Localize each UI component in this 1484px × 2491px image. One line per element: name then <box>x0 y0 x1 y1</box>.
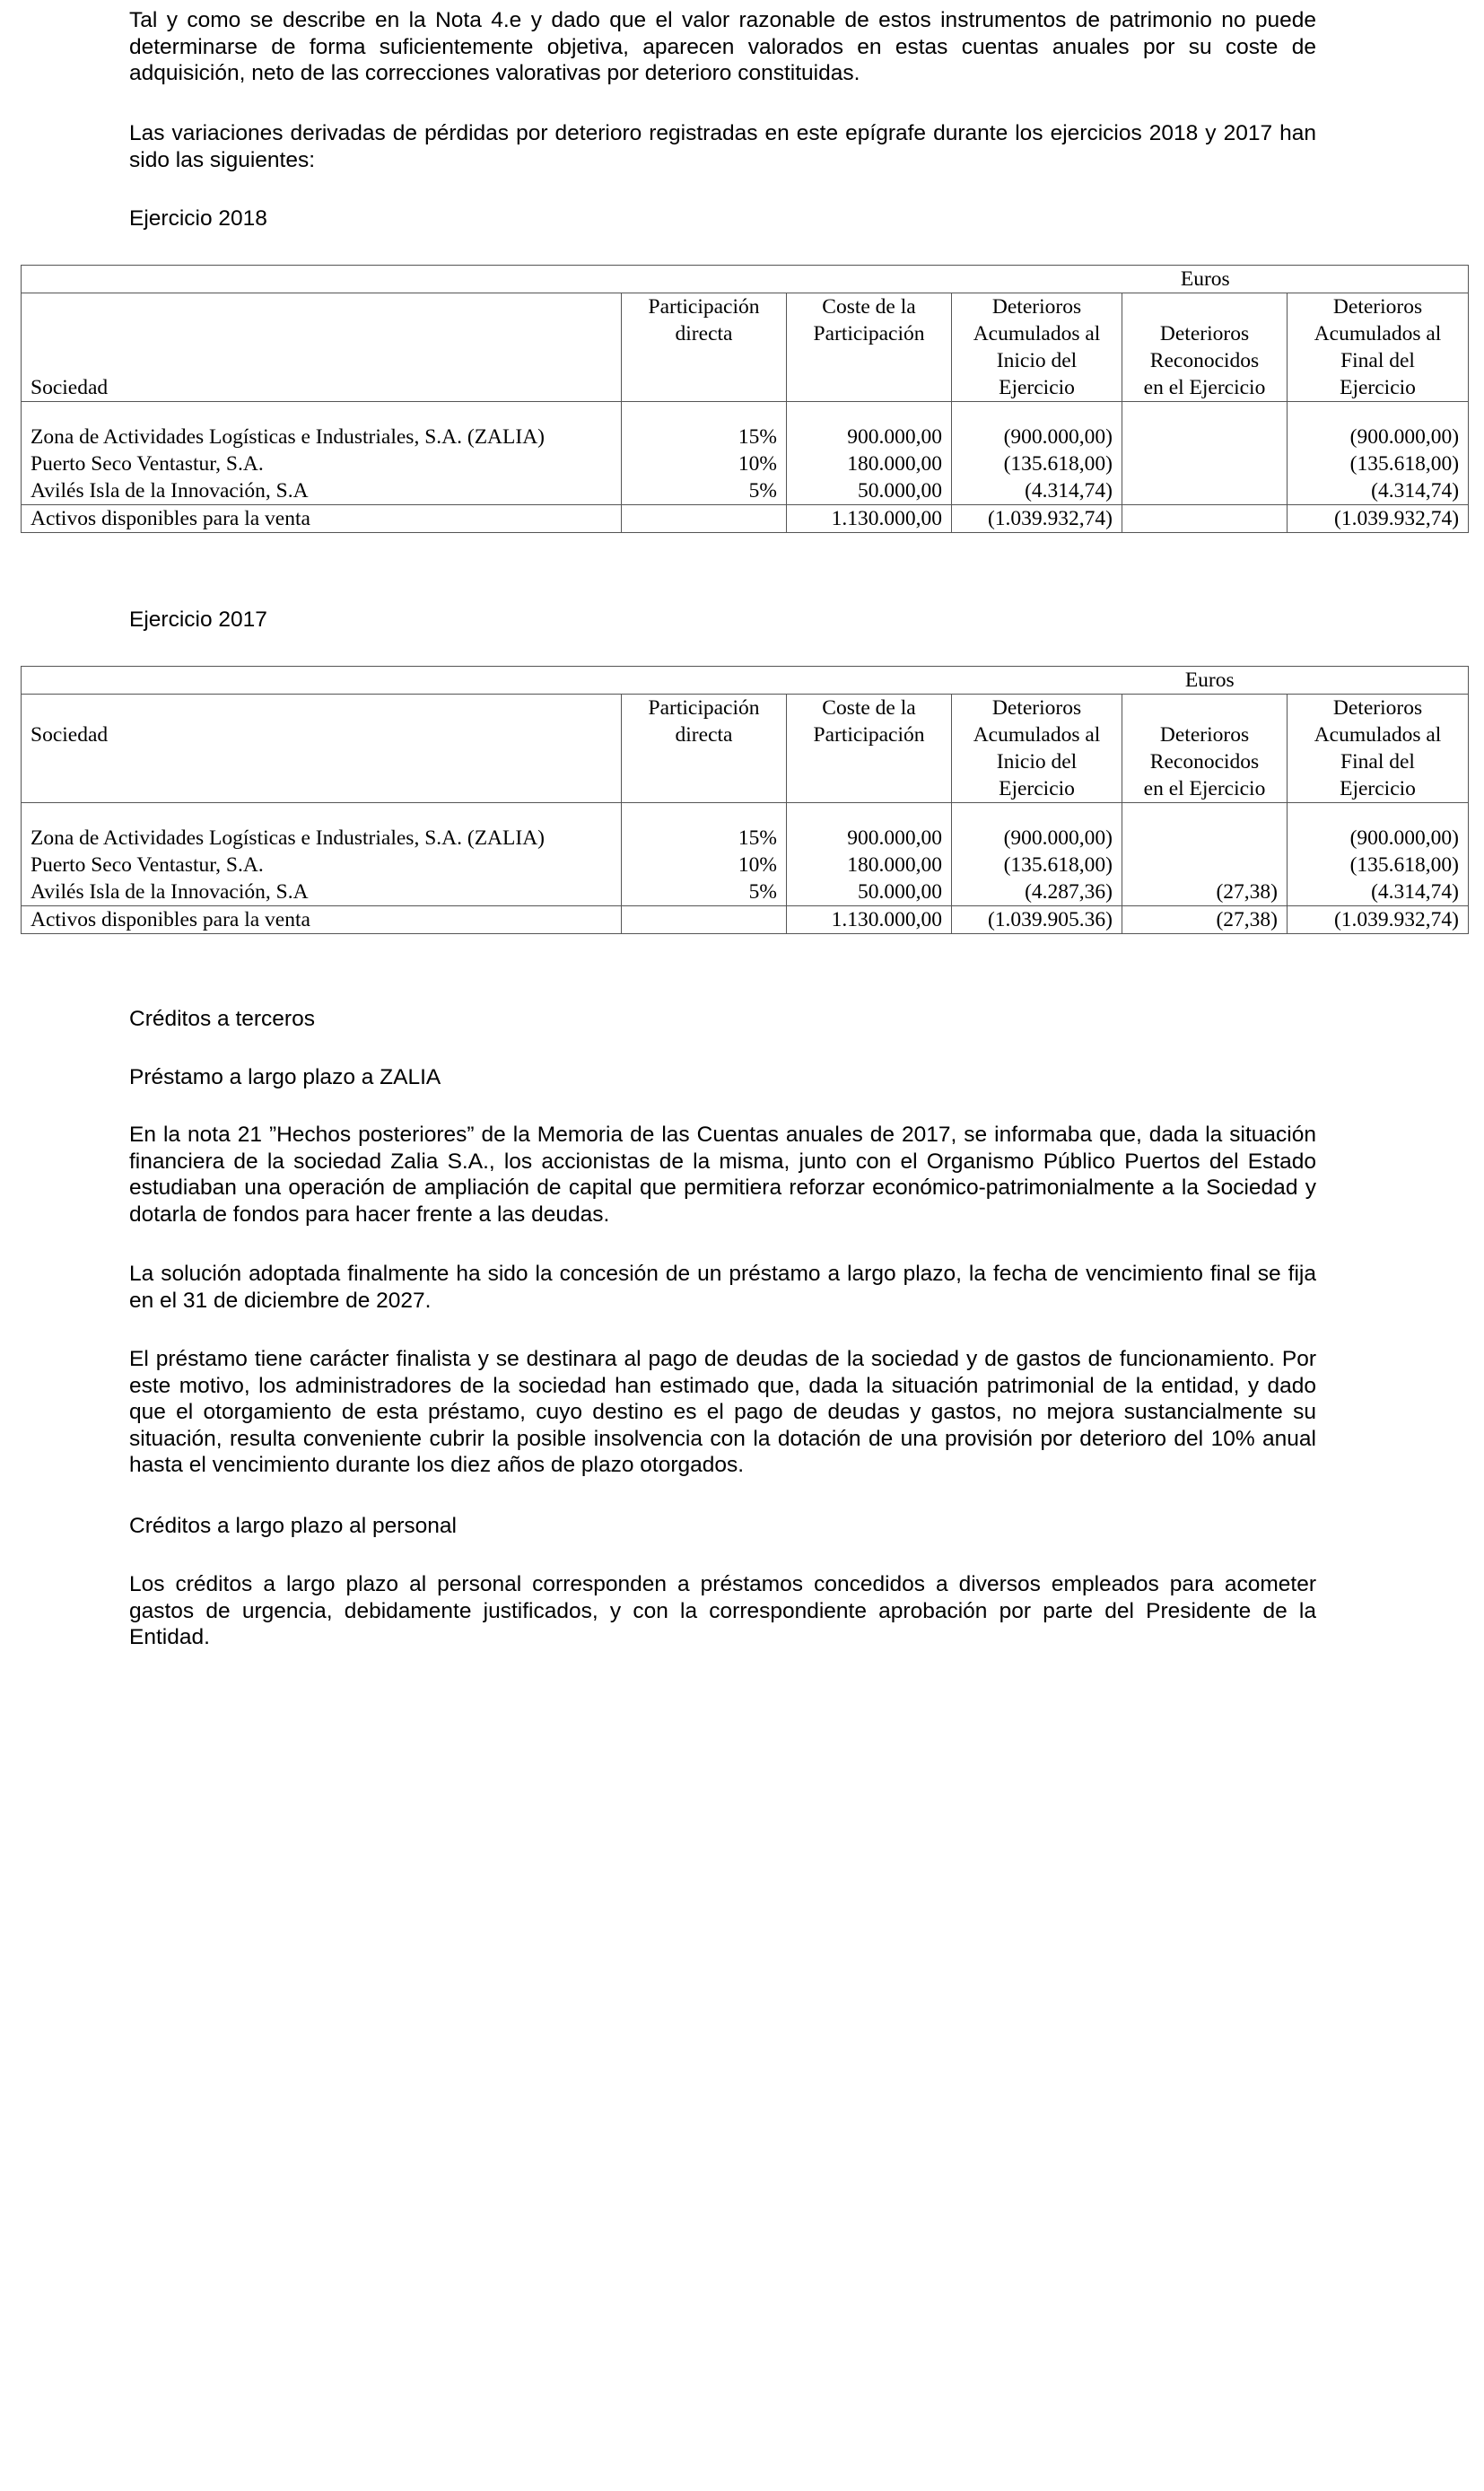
intro-paragraph-2: Las variaciones derivadas de pérdidas por deterioro registradas en este epígrafe durante los ejercicios 2018 y 2017 han sido las siguientes: <box>129 121 1316 172</box>
table-total-row: Activos disponibles para la venta 1.130.000,00 (1.039.905.36) (27,38) (1.039.932,74) <box>22 906 1469 934</box>
table-2017-title: Ejercicio 2017 <box>129 607 267 632</box>
table-row: Zona de Actividades Logísticas e Industriales, S.A. (ZALIA) 15% 900.000,00 (900.000,00) (900.000,00) <box>22 424 1469 450</box>
inicio-header: Deterioros Acumulados al Inicio del Ejercicio <box>952 695 1122 803</box>
table-total-row: Activos disponibles para la venta 1.130.000,00 (1.039.932,74) (1.039.932,74) <box>22 505 1469 533</box>
reconocidos-header: Deterioros Reconocidos en el Ejercicio <box>1122 695 1288 803</box>
intro-paragraph-1: Tal y como se describe en la Nota 4.e y dado que el valor razonable de estos instrumentos de patrimonio no puede determinarse de forma suficientemente objetiva, aparecen valorados en estas cuentas anuales por su coste de adquisición, neto de las correcciones valorativas por deterioro constituidas. <box>129 8 1316 85</box>
creditos-paragraph-4: Los créditos a largo plazo al personal corresponden a préstamos concedidos a diversos empleados para acometer gastos de urgencia, debidamente justificados, y con la correspondiente aprobación por parte del Presidente de la Entidad. <box>129 1572 1316 1649</box>
reconocidos-header: Deterioros Reconocidos en el Ejercicio <box>1122 293 1288 402</box>
euros-header: Euros <box>952 266 1469 293</box>
euros-header: Euros <box>952 667 1469 695</box>
creditos-paragraph-2: La solución adoptada finalmente ha sido la concesión de un préstamo a largo plazo, la fecha de vencimiento final se fija en el 31 de diciembre de 2027. <box>129 1262 1316 1313</box>
creditos-paragraph-3: El préstamo tiene carácter finalista y se destinara al pago de deudas de la sociedad y de gastos de funcionamiento. Por este motivo, los administradores de la sociedad han estimado que, dada la situación patrimonial de la entidad, y dado que el otorgamiento de esta préstamo, cuyo destino es el pago de deudas y gastos, no mejora sustancialmente su situación, resulta conveniente cubrir la posible insolvencia con la dotación de una provisión por deterioro del 10% anual hasta el vencimiento durante los diez años de plazo otorgados. <box>129 1347 1316 1477</box>
participacion-header: Participación directa <box>622 293 787 402</box>
participacion-header: Participación directa <box>622 695 787 803</box>
inicio-header: Deterioros Acumulados al Inicio del Ejercicio <box>952 293 1122 402</box>
table-2018 <box>21 265 1469 533</box>
table-2017 <box>21 666 1469 934</box>
coste-header: Coste de la Participación <box>787 293 952 402</box>
creditos-personal-heading: Créditos a largo plazo al personal <box>129 1514 457 1538</box>
table-row: Puerto Seco Ventastur, S.A. 10% 180.000,00 (135.618,00) (135.618,00) <box>22 450 1469 477</box>
prestamo-zalia-heading: Préstamo a largo plazo a ZALIA <box>129 1065 441 1089</box>
table-row: Zona de Actividades Logísticas e Industriales, S.A. (ZALIA) 15% 900.000,00 (900.000,00) (900.000,00) <box>22 825 1469 852</box>
table-2018-title: Ejercicio 2018 <box>129 206 267 231</box>
final-header: Deterioros Acumulados al Final del Ejercicio <box>1288 293 1469 402</box>
table-row: Avilés Isla de la Innovación, S.A 5% 50.000,00 (4.314,74) (4.314,74) <box>22 477 1469 505</box>
coste-header: Coste de la Participación <box>787 695 952 803</box>
table-row: Puerto Seco Ventastur, S.A. 10% 180.000,00 (135.618,00) (135.618,00) <box>22 852 1469 878</box>
sociedad-header: Sociedad <box>22 695 622 803</box>
final-header: Deterioros Acumulados al Final del Ejercicio <box>1288 695 1469 803</box>
sociedad-header: Sociedad <box>22 293 622 402</box>
creditos-terceros-heading: Créditos a terceros <box>129 1007 315 1031</box>
creditos-paragraph-1: En la nota 21 ”Hechos posteriores” de la Memoria de las Cuentas anuales de 2017, se informaba que, dada la situación financiera de la sociedad Zalia S.A., los accionistas de la misma, junto con el Organismo Público Puertos del Estado estudiaban una operación de ampliación de capital que permitiera reforzar económico-patrimonialmente a la Sociedad y dotarla de fondos para hacer frente a las deudas. <box>129 1123 1316 1227</box>
table-row: Avilés Isla de la Innovación, S.A 5% 50.000,00 (4.287,36) (27,38) (4.314,74) <box>22 878 1469 906</box>
